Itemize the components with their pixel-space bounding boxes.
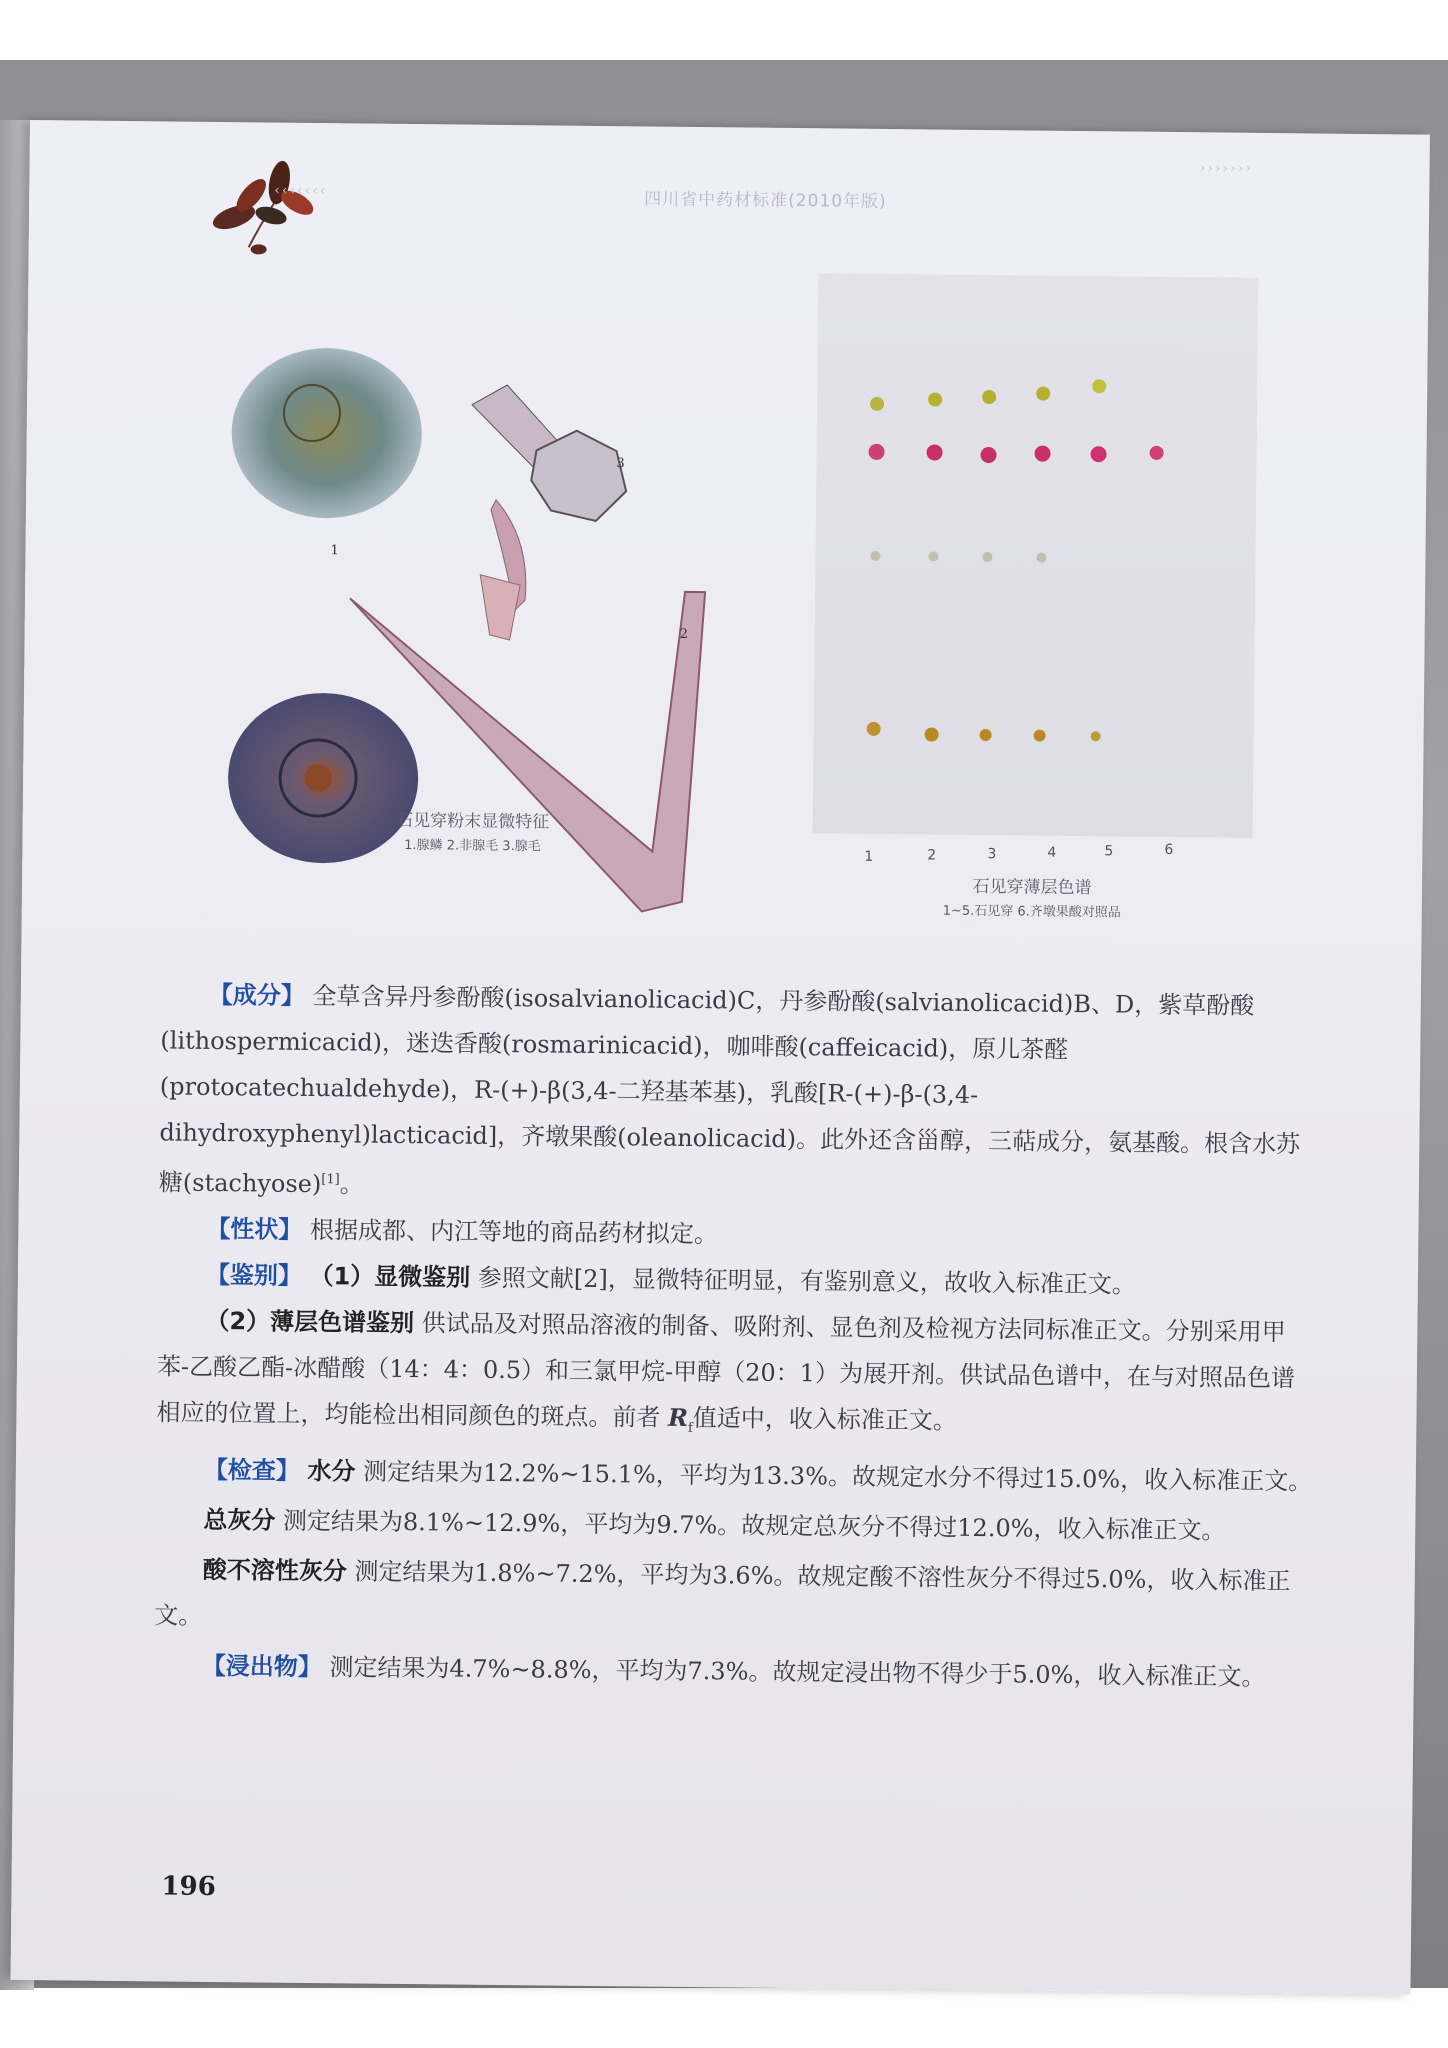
acid-ash-text: 测定结果为1.8%~7.2%，平均为3.6%。故规定酸不溶性灰分不得过5.0%，收入标准正文。 [154,1557,1291,1630]
ash-label: 总灰分 [203,1505,276,1535]
ash-text: 测定结果为8.1%~12.9%，平均为9.7%。故规定总灰分不得过12.0%，收入标准正文。 [282,1506,1226,1545]
lane-3 [978,390,998,741]
section-tag-jianbie: 【鉴别】 [205,1260,303,1290]
lane-1 [866,397,886,736]
page-header [28,120,1429,285]
jianbie-sub1-label: （1）显微鉴别 [309,1261,471,1292]
section-tag-xingzhuang: 【性状】 [206,1214,303,1244]
tlc-caption-legend: 1~5.石见穿 6.齐墩果酸对照品 [942,903,1121,921]
header-dots-right: ››››››› [1199,160,1253,177]
water-label: 水分 [307,1456,356,1486]
jianbie-sub2-text-2: 值适中，收入标准正文。 [692,1404,957,1435]
paragraph-jianbie-2 [156,1297,1317,1458]
jianbie-sub2-label: （2）薄层色谱鉴别 [205,1306,415,1338]
lane-5 [1088,379,1108,741]
lane-label-4: 4 [1047,844,1057,861]
figure-label-2: 2 [679,626,689,642]
lane-label-5: 5 [1104,843,1114,860]
paragraph-chengfen [159,971,1321,1217]
jianbie-sub1-text: 参照文献[2]，显微特征明显，有鉴别意义，故收入标准正文。 [477,1263,1136,1299]
jinchuwu-text: 测定结果为4.7%~8.8%，平均为7.3%。故规定浸出物不得少于5.0%，收入标准正文。 [329,1653,1266,1691]
chengfen-end: 。 [339,1170,364,1199]
lane-label-3: 3 [987,846,997,863]
section-tag-jiancha: 【检查】 [203,1455,301,1485]
lane-label-1: 1 [864,848,874,865]
header-dots-left: ‹‹‹‹‹‹‹ [274,182,328,200]
tlc-spots [813,273,1259,838]
tlc-plate [813,273,1259,838]
figure-label-3: 3 [616,456,625,472]
header-title: 四川省中药材标准(2010年版) [644,189,887,212]
tlc-caption-title: 石见穿薄层色谱 [972,876,1092,899]
rf-symbol: R [667,1402,689,1432]
leaf-logo-icon [188,157,339,269]
body-text [154,971,1321,1700]
lane-6 [1150,446,1164,460]
chengfen-text-2: R-(+)-β(3,4-二羟基苯基)，乳酸[R-(+)-β-(3,4-dihydroxyphenyl)lacticacid]，齐墩果酸(oleanolicacid)。此外还含甾醇，三萜成分，氨基酸。根含水苏糖(stachyose) [158,1075,1301,1199]
paragraph-jinchuwu [154,1642,1314,1700]
glandular-scale-top [231,347,423,519]
micrograph-caption-title: 石见穿粉末显微特征 [396,810,550,833]
lane-label-6: 6 [1164,841,1174,859]
page-number: 196 [161,1871,216,1903]
lane-4 [1032,387,1052,742]
lane-label-2: 2 [927,847,937,864]
jianbie-sub2-text-1: 供试品及对照品溶液的制备、吸附剂、显色剂及检视方法同标准正文。分别采用甲苯-乙酸乙酯-冰醋酸（14：4：0.5）和三氯甲烷-甲醇（20：1）为展开剂。供试品色谱中，在与对照品色谱相应的位置上，均能检出相同颜色的斑点。前者 [156,1309,1296,1432]
figure-label-1: 1 [330,543,339,559]
xingzhuang-text: 根据成都、内江等地的商品药材拟定。 [309,1215,719,1249]
lane-2 [924,392,944,741]
paragraph-jiancha-acid [154,1546,1315,1650]
section-tag-chengfen: 【成分】 [208,980,305,1010]
chengfen-ref: [1] [321,1172,340,1188]
water-text: 测定结果为12.2%~15.1%，平均为13.3%。故规定水分不得过15.0%，收入标准正文。 [363,1457,1313,1496]
micrograph-caption-legend: 1.腺鳞 2.非腺毛 3.腺毛 [404,837,541,855]
section-tag-jinchuwu: 【浸出物】 [201,1651,322,1681]
chengfen-text-1: 全草含异丹参酚酸(isosalvianolicacid)C，丹参酚酸(salvianolicacid)B、D，紫草酚酸(lithospermicacid)，迷迭香酸(rosmarinicacid)，咖啡酸(caffeicacid)，原儿茶醛(protocatechualdehyde)， [159,982,1255,1104]
acid-ash-label: 酸不溶性灰分 [202,1555,347,1586]
rf-subscript: f [687,1420,693,1436]
paragraph-jiancha-ash [155,1496,1315,1554]
book-page [11,120,1430,1995]
